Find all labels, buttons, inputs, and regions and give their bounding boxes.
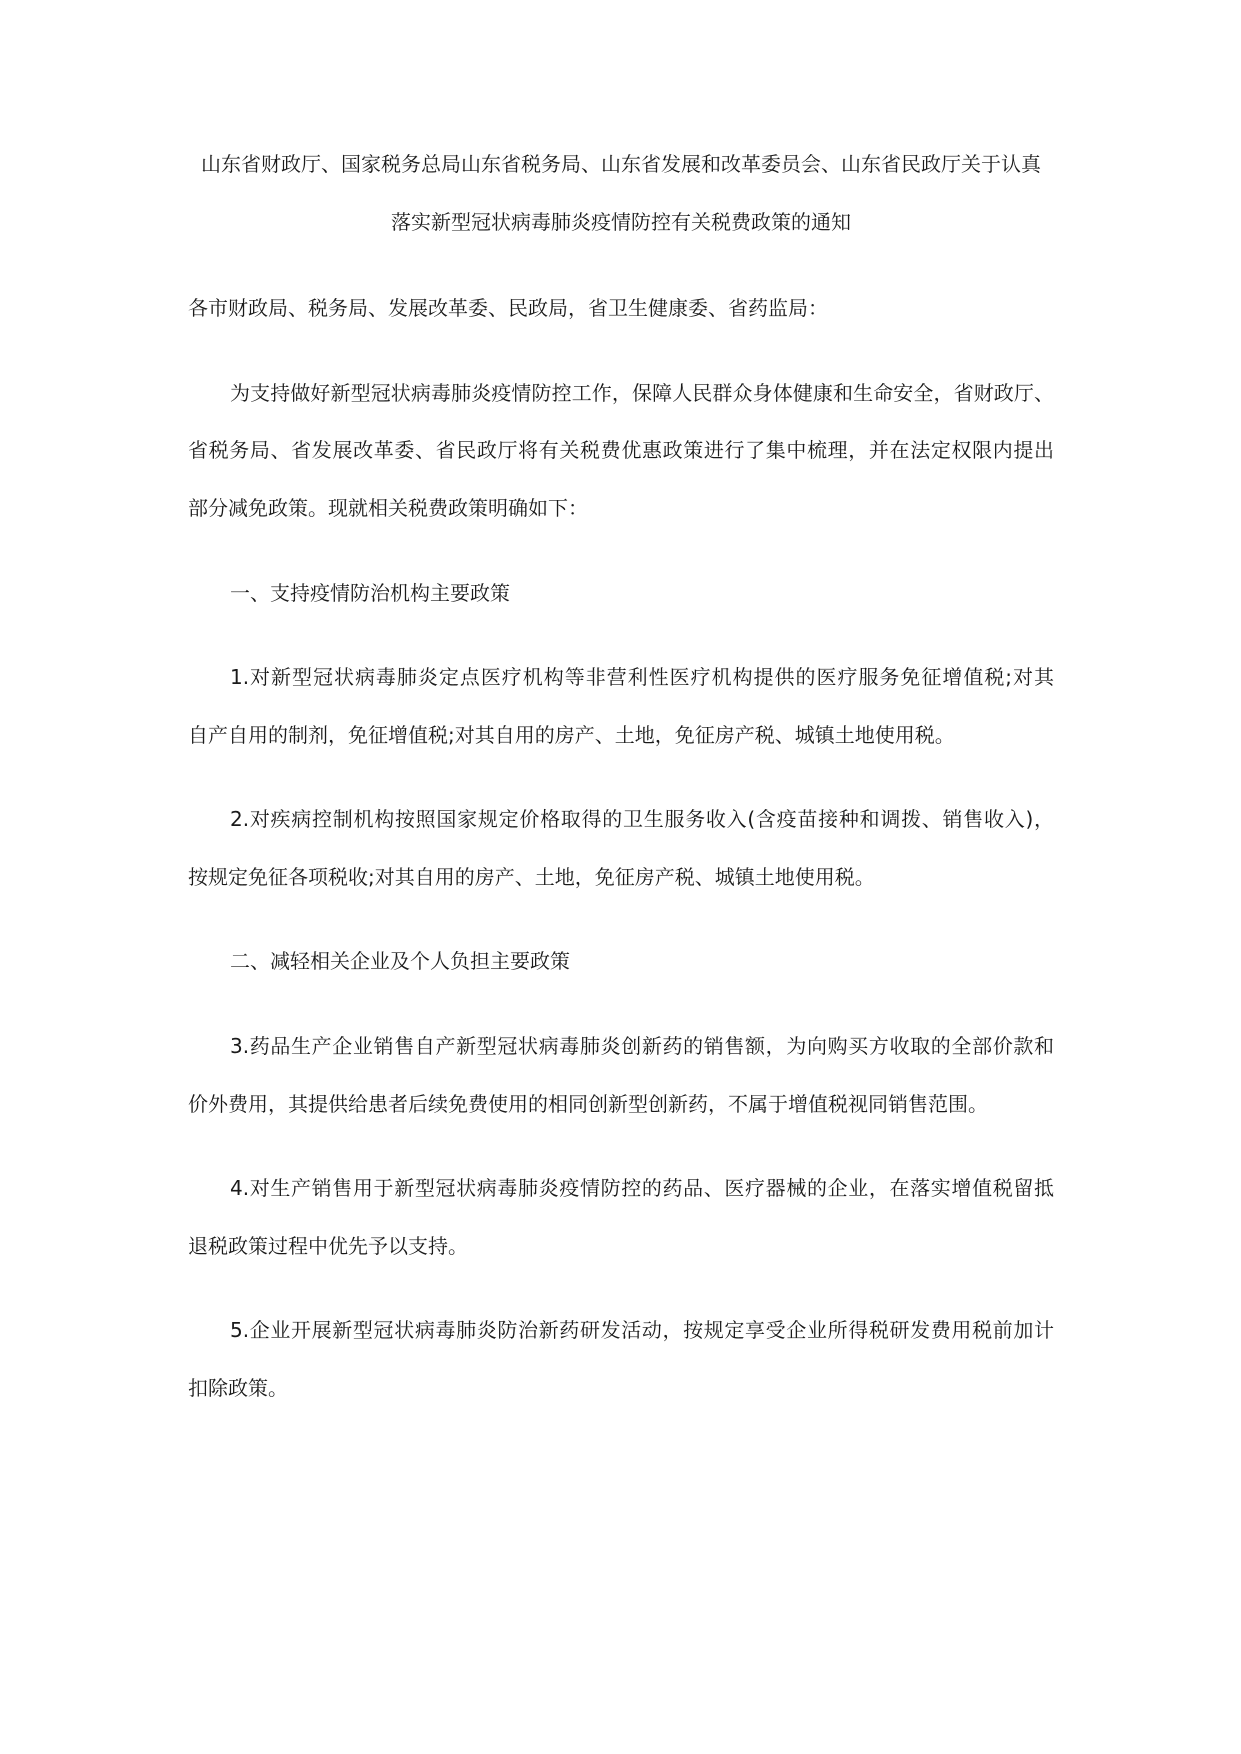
addressee: 各市财政局、税务局、发展改革委、民政局，省卫生健康委、省药监局： <box>188 296 828 320</box>
intro-line-2: 省税务局、省发展改革委、省民政厅将有关税费优惠政策进行了集中梳理，并在法定权限内提出 <box>188 438 1054 462</box>
item-2-line-1: 2.对疾病控制机构按照国家规定价格取得的卫生服务收入(含疫苗接种和调拨、销售收入)， <box>230 807 1054 831</box>
item-1-line-2: 自产自用的制剂，免征增值税;对其自用的房产、土地，免征房产税、城镇土地使用税。 <box>188 723 955 747</box>
intro-line-3: 部分减免政策。现就相关税费政策明确如下： <box>188 496 588 520</box>
item-2-line-2: 按规定免征各项税收;对其自用的房产、土地，免征房产税、城镇土地使用税。 <box>188 865 875 889</box>
item-5-line-1: 5.企业开展新型冠状病毒肺炎防治新药研发活动，按规定享受企业所得税研发费用税前加计 <box>230 1318 1054 1342</box>
document-title-line-2: 落实新型冠状病毒肺炎疫情防控有关税费政策的通知 <box>391 210 851 234</box>
intro-line-1: 为支持做好新型冠状病毒肺炎疫情防控工作，保障人民群众身体健康和生命安全，省财政厅、 <box>230 381 1054 405</box>
item-3-line-2: 价外费用，其提供给患者后续免费使用的相同创新型创新药，不属于增值税视同销售范围。 <box>188 1092 988 1116</box>
item-4-line-2: 退税政策过程中优先予以支持。 <box>188 1234 468 1258</box>
section-2-heading: 二、减轻相关企业及个人负担主要政策 <box>230 949 570 973</box>
item-1-line-1: 1.对新型冠状病毒肺炎定点医疗机构等非营利性医疗机构提供的医疗服务免征增值税;对其 <box>230 665 1054 689</box>
item-4-line-1: 4.对生产销售用于新型冠状病毒肺炎疫情防控的药品、医疗器械的企业，在落实增值税留抵 <box>230 1176 1054 1200</box>
section-1-heading: 一、支持疫情防治机构主要政策 <box>230 581 510 605</box>
document-title-line-1: 山东省财政厅、国家税务总局山东省税务局、山东省发展和改革委员会、山东省民政厅关于认真 <box>201 152 1041 176</box>
item-3-line-1: 3.药品生产企业销售自产新型冠状病毒肺炎创新药的销售额，为向购买方收取的全部价款和 <box>230 1034 1054 1058</box>
item-5-line-2: 扣除政策。 <box>188 1376 288 1400</box>
